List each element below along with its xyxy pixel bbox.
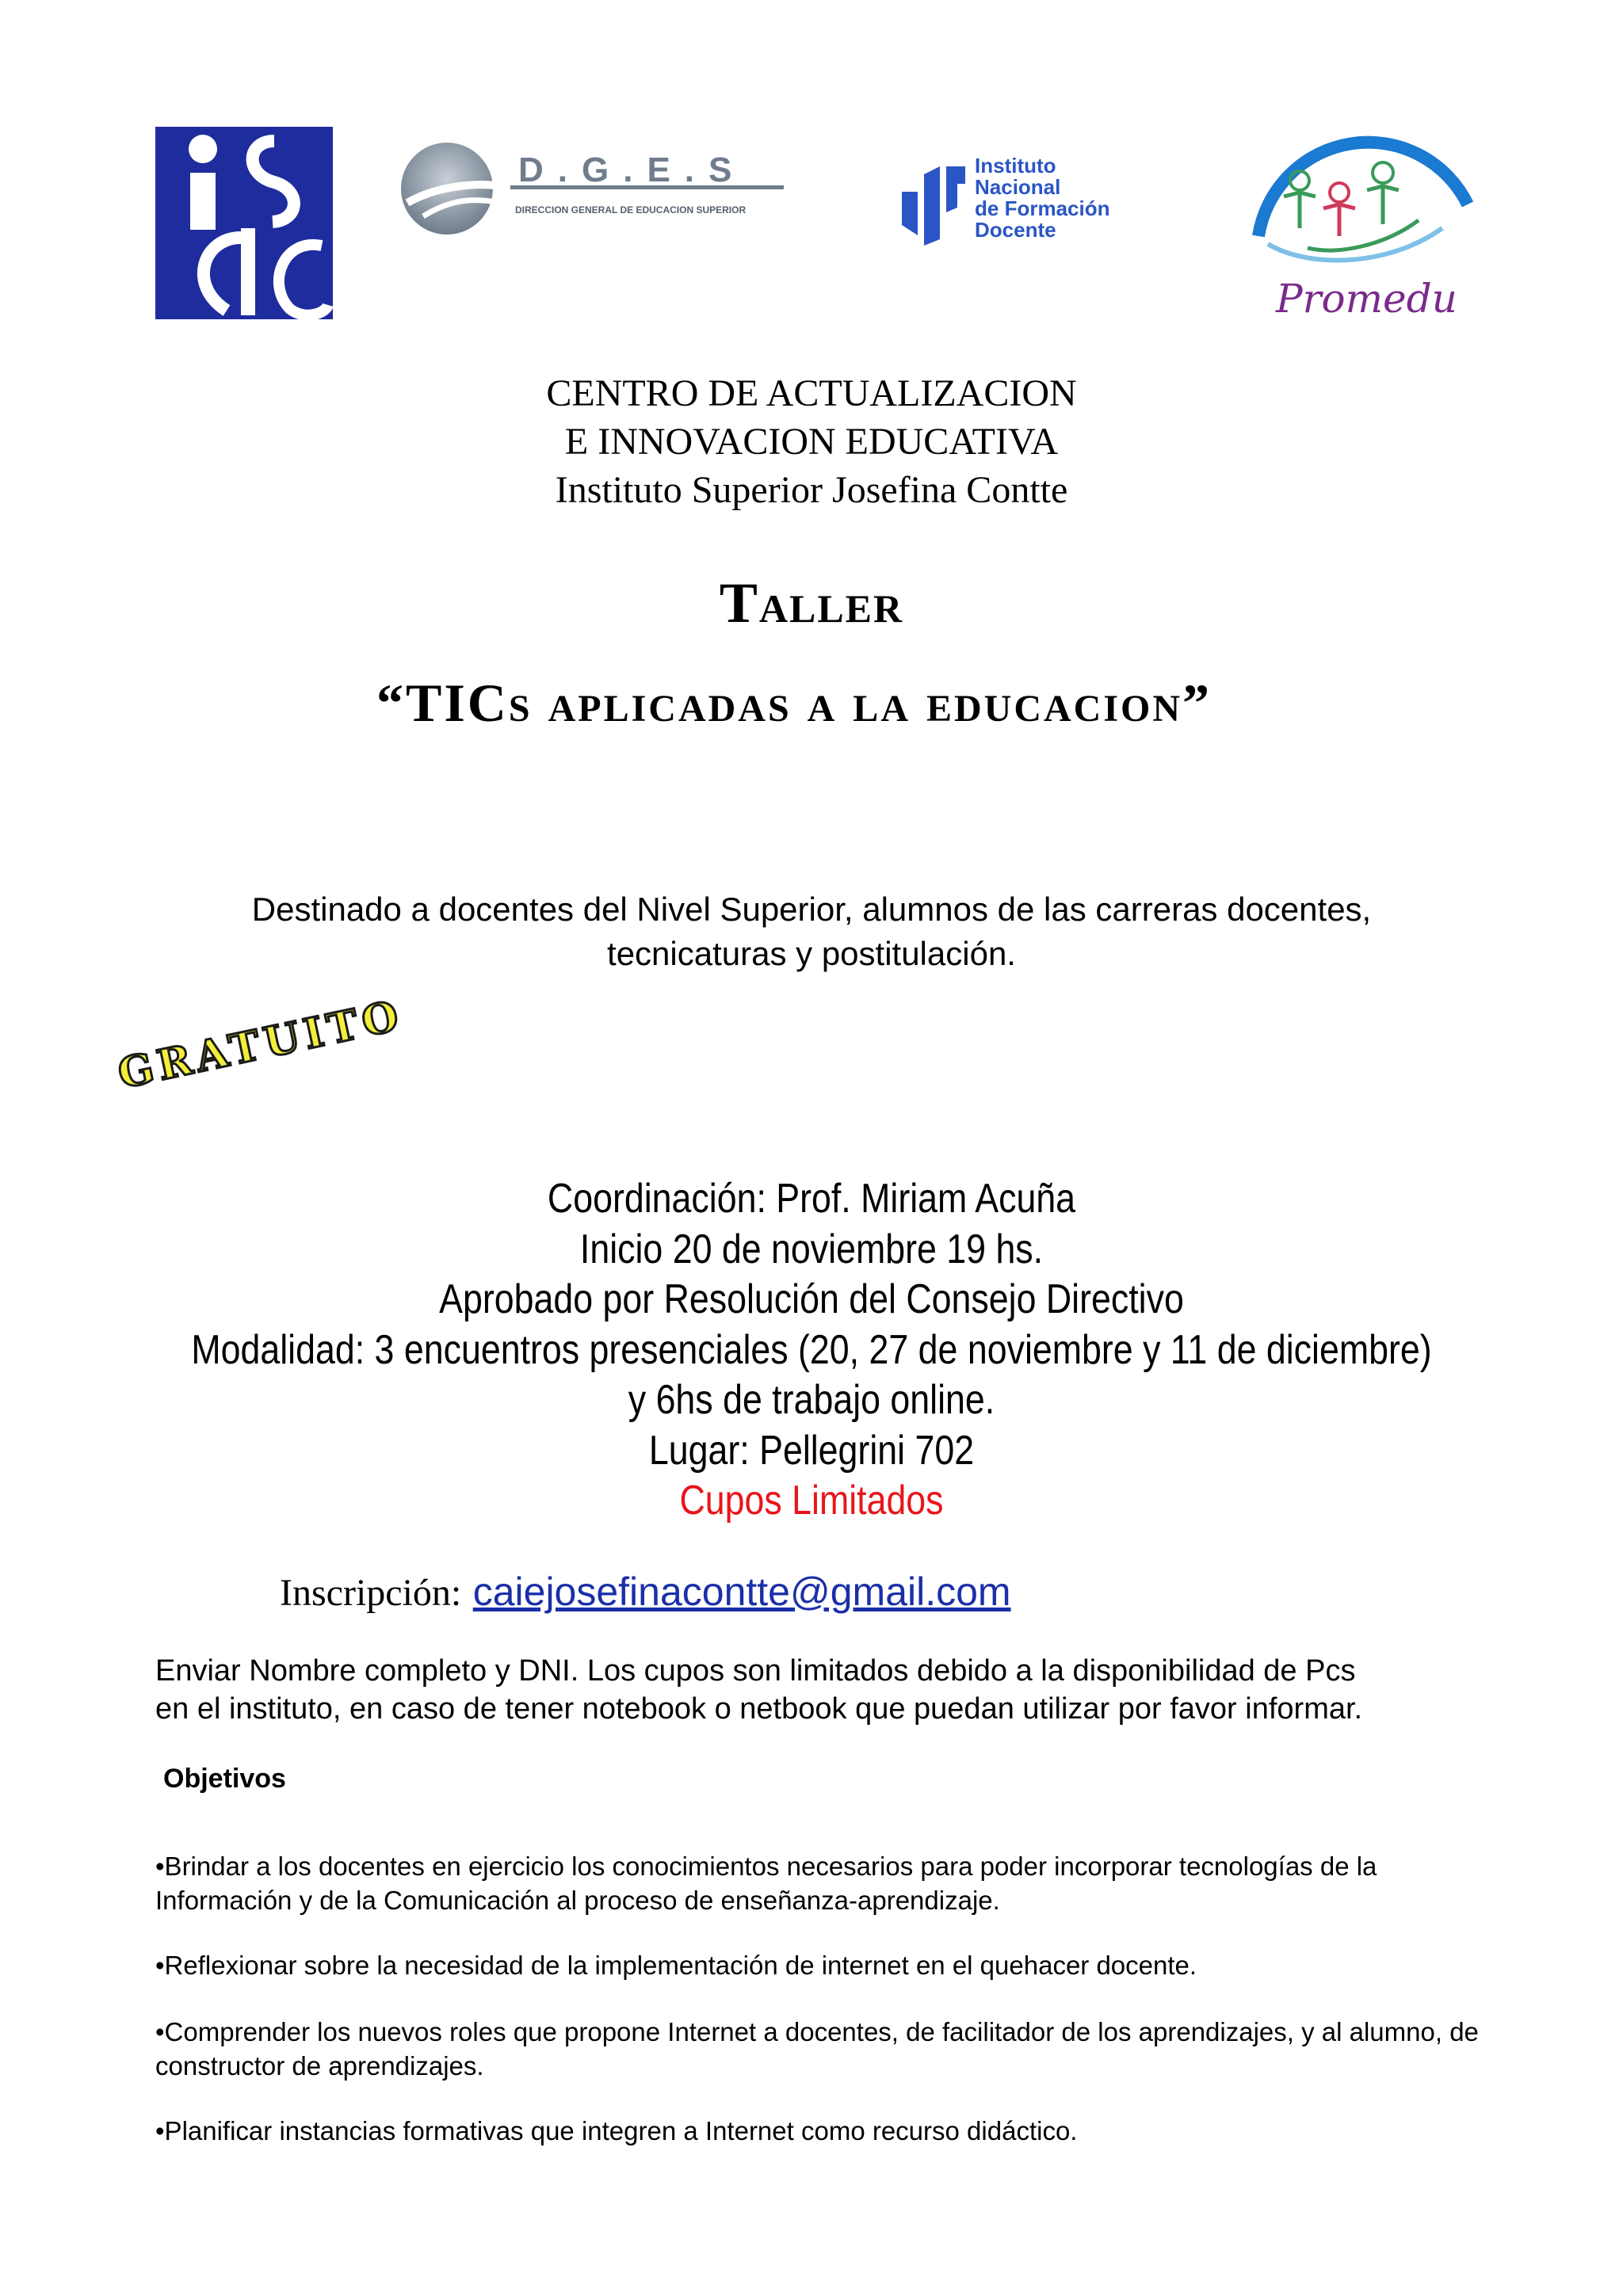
objetivos-heading: Objetivos [163,1764,286,1794]
gratuito-text: GRATUITO [113,990,407,1099]
audience-line-2: tecnicaturas y postitulación. [607,935,1016,972]
online: y 6hs de trabajo online. [628,1377,995,1423]
inscripcion-label: Inscripción: [280,1572,462,1614]
infd-line-4: Docente [975,218,1056,242]
aprobado: Aprobado por Resolución del Consejo Directivo [439,1276,1184,1322]
header-block [0,369,1623,514]
modalidad: Modalidad: 3 encuentros presenciales (20, 27 de noviembre y 11 de diciembre) [191,1326,1432,1373]
promedu-logo-text: Promedu [1276,276,1457,322]
taller-title: Taller [719,571,904,635]
lugar: Lugar: Pellegrini 702 [648,1427,975,1474]
infd-line-2: Nacional [975,175,1061,199]
details-block [0,1174,1623,1527]
objetivo-item-3: •Comprender los nuevos roles que propone Internet a docentes, de facilitador de los aprendizajes, y al alumno, de constructor de aprendizajes. [155,2017,1479,2081]
enviar-paragraph [155,1652,1503,1728]
inscripcion-row [280,1569,1011,1615]
workshop-subtitle: “TICs aplicadas a la educacion” [376,673,1212,733]
cupos-limitados: Cupos Limitados [679,1478,944,1524]
objetivo-item-2: •Reflexionar sobre la necesidad de la implementación de internet en el quehacer docente. [155,1951,1197,1980]
infd-line-1: Instituto [975,154,1056,177]
inicio: Inicio 20 de noviembre 19 hs. [579,1226,1044,1272]
objetivo-item-4: •Planificar instancias formativas que integren a Internet como recurso didáctico. [155,2116,1078,2145]
isjc-logo [155,127,333,319]
inscripcion-email-link[interactable]: caiejosefinacontte@gmail.com [472,1569,1011,1614]
infd-logo [894,155,1155,244]
promedu-logo [1236,117,1482,323]
dges-logo-text: D.G.E.S [518,151,747,189]
audience-line-1: Destinado a docentes del Nivel Superior, alumnos de las carreras docentes, [251,891,1372,928]
objetivo-item-1: •Brindar a los docentes en ejercicio los conocimientos necesarios para poder incorporar tecnologías de la Información y de la Comunicación al proceso de enseñanza-aprendizaje. [155,1852,1377,1915]
header-line-2: E INNOVACION EDUCATIVA [564,421,1059,463]
enviar-line-1: Enviar Nombre completo y DNI. Los cupos son limitados debido a la disponibilidad de Pcs [155,1654,1356,1688]
header-line-1: CENTRO DE ACTUALIZACION [546,372,1077,414]
infd-line-3: de Formación [975,196,1110,220]
coordinacion: Coordinación: Prof. Miriam Acuña [547,1176,1076,1222]
dges-logo-subtitle: DIRECCION GENERAL DE EDUCACION SUPERIOR [515,204,747,215]
dges-logo [391,141,788,236]
enviar-line-2: en el instituto, en caso de tener notebook o netbook que puedan utilizar por favor informar. [155,1692,1363,1726]
gratuito-badge [113,990,531,1130]
header-line-3: Instituto Superior Josefina Contte [555,469,1068,511]
audience-text [0,887,1623,976]
